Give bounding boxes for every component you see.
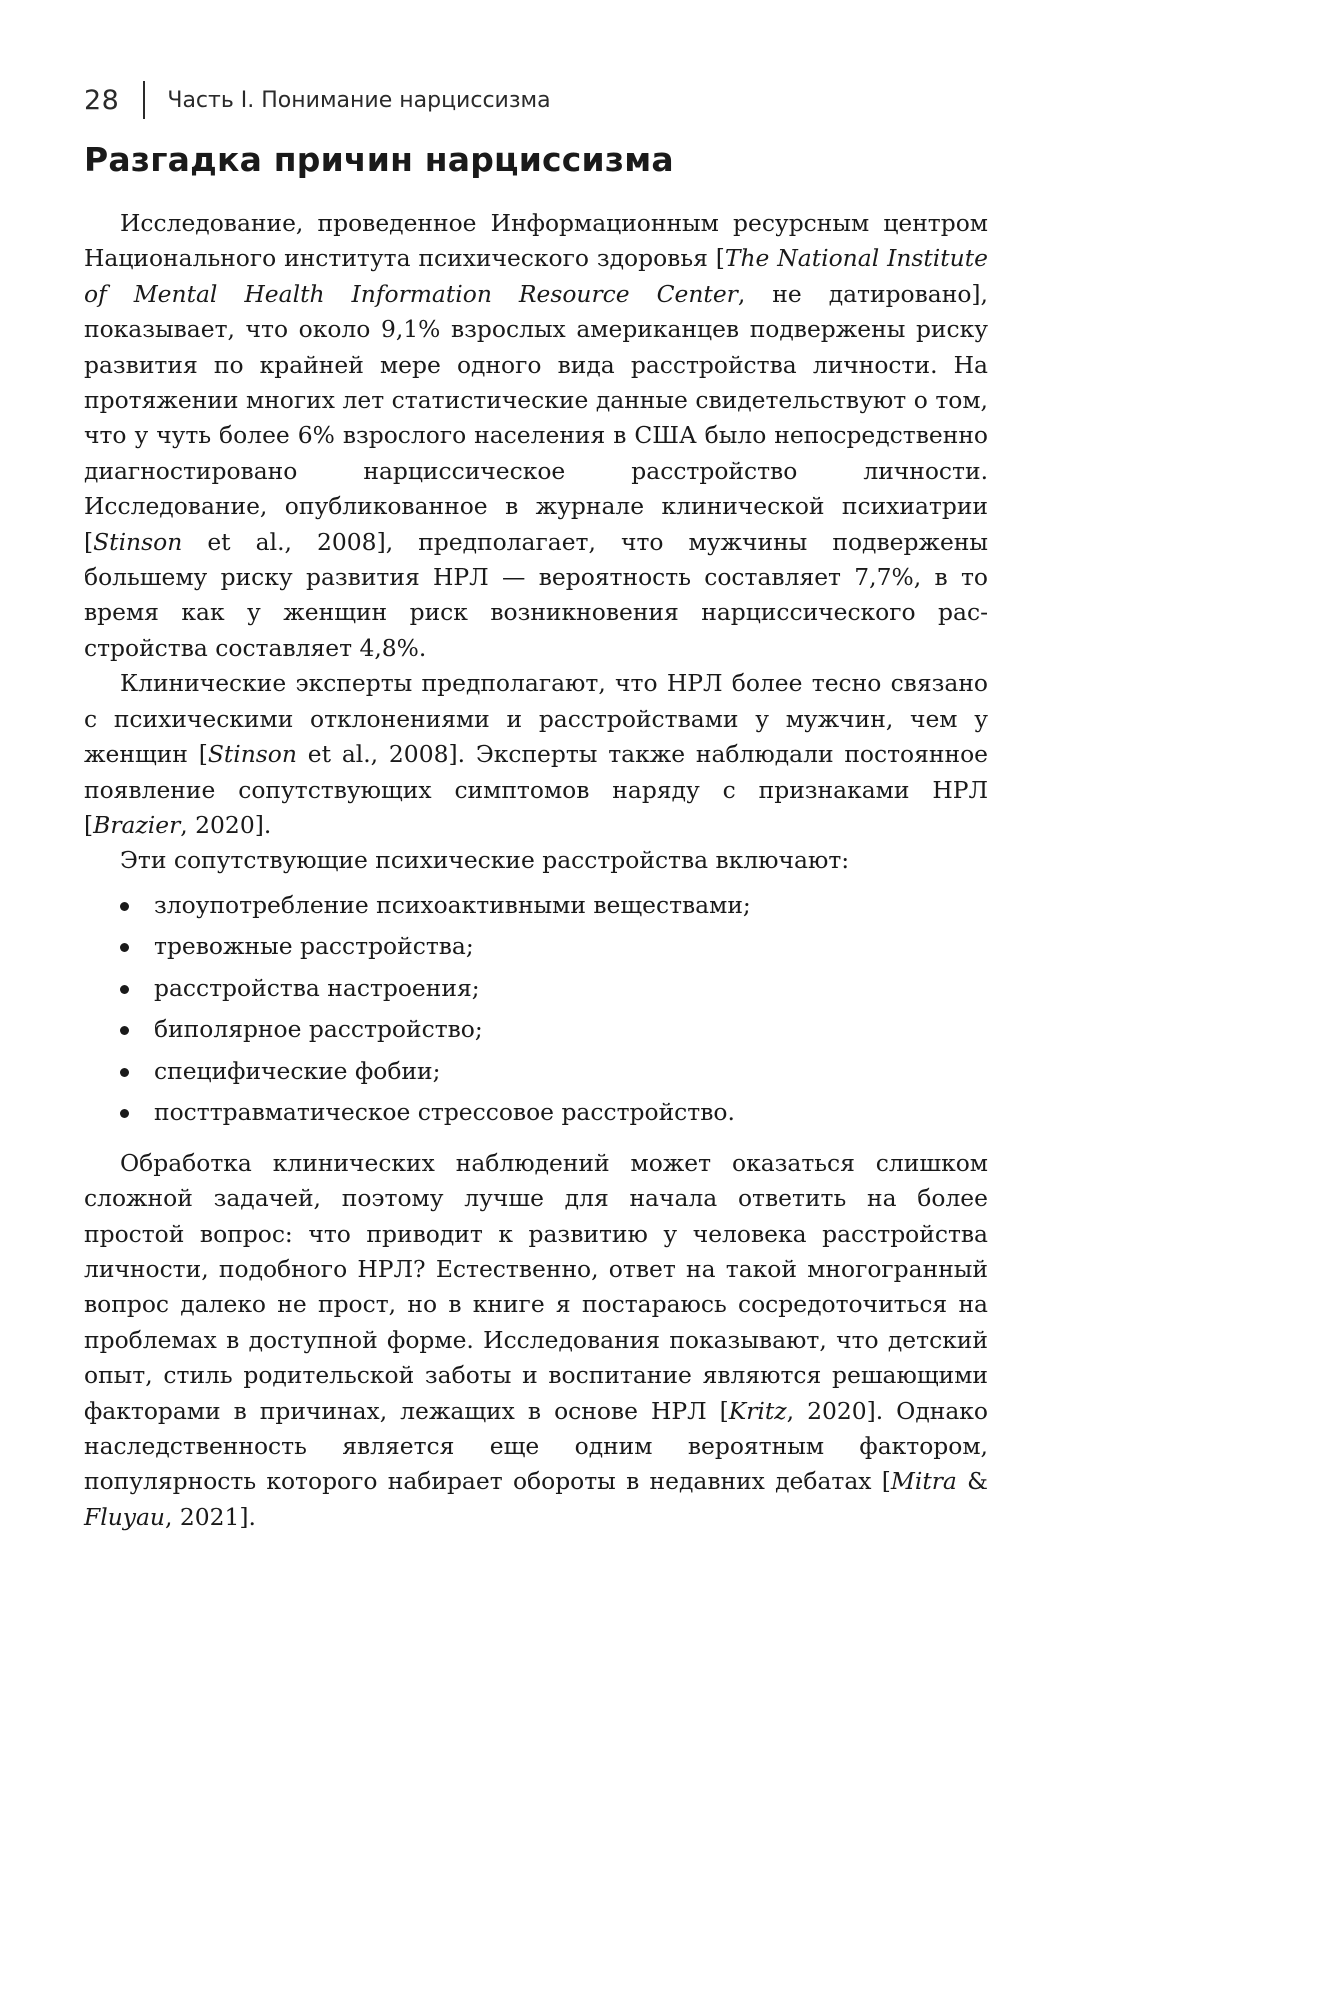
paragraph-1 [84, 206, 988, 666]
list-item [84, 1092, 988, 1134]
paragraph-2-text-3: , 2020]. [180, 810, 272, 839]
list-item-text: тревожные расстройства; [154, 932, 474, 961]
list-item [84, 968, 988, 1010]
paragraph-1-text-3: et al., 2008], предполагает, что мужчины подвержены большему риску развития НРЛ — вероятность составляет 7,7%, в то время как у женщин риск возникновения нарциссического расстройства составляет 4,8%. [84, 527, 988, 662]
bullet-icon [120, 985, 129, 994]
disorder-list [84, 885, 988, 1134]
paragraph-1-text-1: Исследование, проведенное Информационным ресурсным центром Национального института психического здоровья [ [84, 209, 988, 273]
paragraph-1-text-2: , не датировано], показывает, что около 9,1% взрослых американцев подвержены риску развития по крайней мере одного вида расстройства личности. На протяжении многих лет статистические данные свидетельствуют о том, что у чуть более 6% взрослого населения в США было непосредственно диагностировано нарциссическое расстройство личности. Исследование, опубликованное в журнале клинической психиатрии [ [84, 279, 988, 556]
list-item [84, 885, 988, 927]
list-item-text: биполярное расстройство; [154, 1015, 483, 1044]
running-head [84, 78, 551, 122]
paragraph-4 [84, 1146, 988, 1535]
list-item [84, 1009, 988, 1051]
header-divider [143, 81, 145, 119]
citation-author: Kritz [728, 1396, 787, 1425]
paragraph-4-text-1: Обработка клинических наблюдений может оказаться слишком сложной задачей, поэтому лучше для начала ответить на более простой вопрос: что приводит к развитию у человека расстройства личности, подобного НРЛ? Естественно, ответ на такой многогранный вопрос далеко не прост, но в книге я постараюсь сосредоточиться на проблемах в доступной форме. Исследования показывают, что детский опыт, стиль родительской заботы и воспитание являются решающими факторами в причинах, лежащих в основе НРЛ [ [84, 1148, 988, 1425]
list-item [84, 1051, 988, 1093]
running-title: Часть I. Понимание нарциссизма [167, 87, 551, 113]
citation-author: Mitra [890, 1467, 957, 1496]
page-number: 28 [84, 84, 120, 116]
body-text [84, 206, 988, 1535]
paragraph-4-text-2: , 2020]. Однако наследственность является еще одним вероятным фактором, популярность которого набирает обороты в недавних дебатах [ [84, 1396, 988, 1496]
bullet-icon [120, 902, 129, 911]
list-item [84, 926, 988, 968]
paragraph-2-text-1: Клинические эксперты предполагают, что НРЛ более тесно связано с психическими отклонениями и расстройствами у мужчин, чем у женщин [ [84, 669, 988, 769]
bullet-icon [120, 1026, 129, 1035]
paragraph-2 [84, 666, 988, 843]
paragraph-4-text-4: , 2021]. [165, 1502, 256, 1531]
list-item-text: специфические фобии; [154, 1056, 441, 1085]
citation-author: Stinson [93, 527, 183, 556]
bullet-icon [120, 943, 129, 952]
list-item-text: посттравматическое стрессовое расстройство. [154, 1098, 735, 1127]
bullet-icon [120, 1068, 129, 1077]
paragraph-2-text-2: et al., 2008]. Эксперты также наблюдали постоянное появление сопутствующих симптомов наряду с признаками НРЛ [ [84, 740, 989, 839]
list-item-text: злоупотребление психоактивными веществами; [154, 890, 751, 919]
section-title: Разгадка причин нарциссизма [84, 140, 674, 179]
citation-author: Stinson [207, 740, 297, 769]
list-item-text: расстройства настроения; [154, 973, 480, 1002]
bullet-icon [120, 1109, 129, 1118]
citation-author: Fluyau [84, 1502, 165, 1531]
paragraph-4-text-3: & [956, 1467, 988, 1496]
paragraph-3: Эти сопутствующие психические расстройства включают: [120, 846, 850, 875]
citation-source: The National Institute of Mental Health Information Resource Center [84, 244, 988, 308]
citation-author: Brazier [93, 810, 181, 839]
